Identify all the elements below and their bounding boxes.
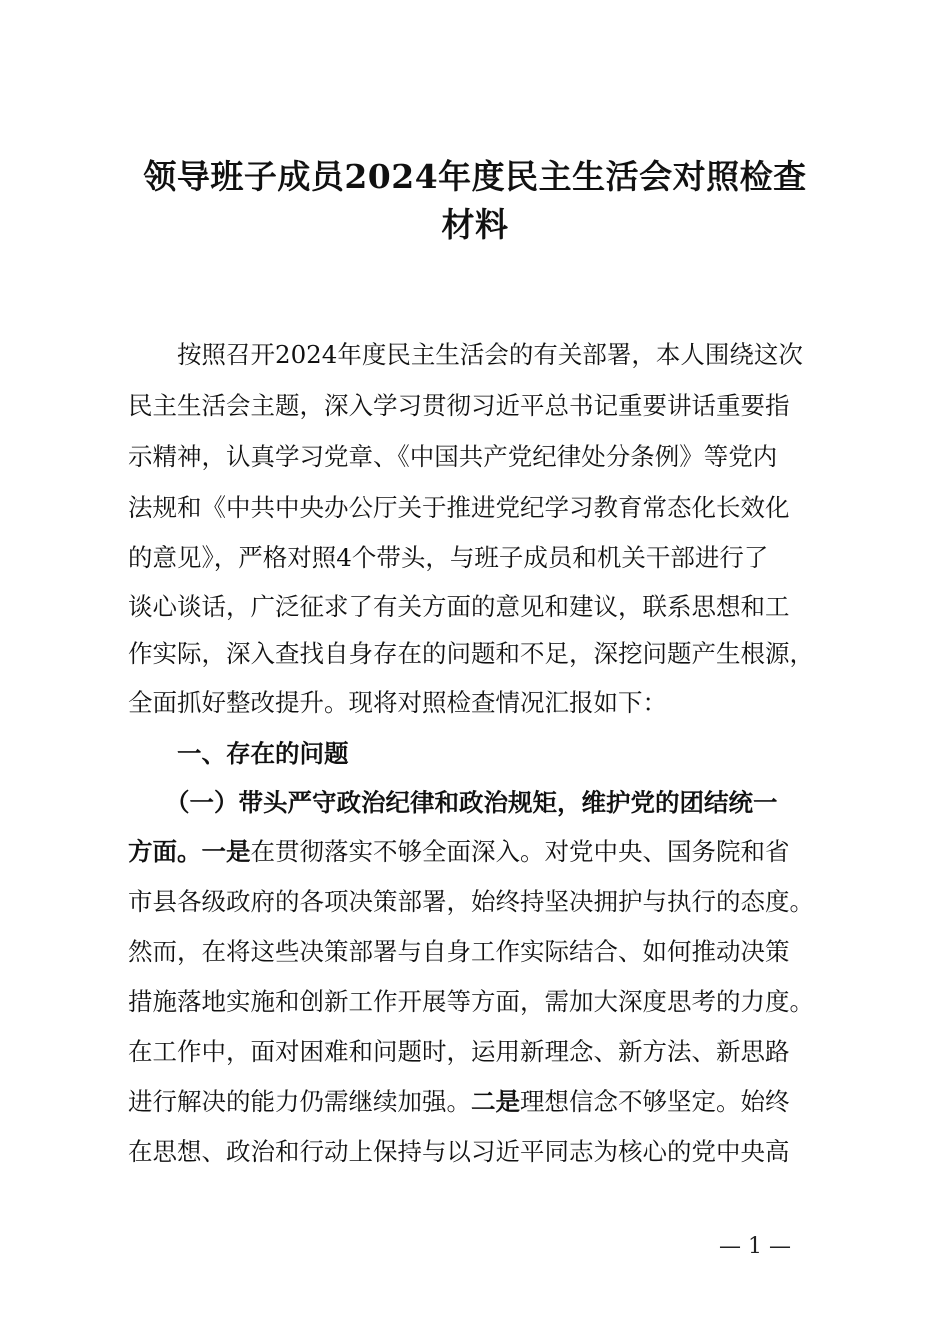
intro-line: 民主生活会主题，深入学习贯彻习近平总书记重要讲话重要指 — [128, 391, 790, 420]
title-line-1: 领导班子成员2024年度民主生活会对照检查 — [143, 157, 807, 196]
intro-line: 全面抓好整改提升。现将对照检查情况汇报如下： — [128, 688, 667, 717]
body-line: 在思想、政治和行动上保持与以习近平同志为核心的党中央高 — [128, 1137, 790, 1166]
section-heading: 一、存在的问题 — [177, 739, 349, 768]
body-line: 市县各级政府的各项决策部署，始终持坚决拥护与执行的态度。 — [128, 887, 814, 916]
body-line: 措施落地实施和创新工作开展等方面，需加大深度思考的力度。 — [128, 987, 814, 1016]
body-line: 在工作中，面对困难和问题时，运用新理念、新方法、新思路 — [128, 1037, 790, 1066]
intro-line: 谈心谈话，广泛征求了有关方面的意见和建议，联系思想和工 — [128, 592, 790, 621]
intro-line: 按照召开2024年度民主生活会的有关部署，本人围绕这次 — [177, 340, 803, 369]
page-number: — 1 — — [719, 1234, 791, 1259]
document-title — [0, 153, 950, 249]
subsection-heading-end: 方面。 — [128, 837, 202, 866]
body-text: 在贯彻落实不够全面深入。对党中央、国务院和省 — [250, 837, 790, 866]
subsection-heading: （一）带头严守政治纪律和政治规矩，维护党的团结统一 — [165, 788, 778, 817]
title-line-2: 材料 — [441, 205, 509, 244]
body-line: 然而，在将这些决策部署与自身工作实际结合、如何推动决策 — [128, 937, 790, 966]
intro-line: 法规和《中共中央办公厅关于推进党纪学习教育常态化长效化 — [128, 493, 790, 522]
body-line — [128, 835, 790, 869]
point-label: 二是 — [471, 1087, 520, 1116]
intro-line: 作实际，深入查找自身存在的问题和不足，深挖问题产生根源， — [128, 639, 814, 668]
body-line — [128, 1085, 790, 1119]
body-text: 理想信念不够坚定。始终 — [520, 1087, 790, 1116]
intro-line: 示精神，认真学习党章、《中国共产党纪律处分条例》等党内 — [128, 442, 778, 471]
point-label: 一是 — [201, 837, 251, 866]
body-text: 进行解决的能力仍需继续加强。 — [128, 1087, 471, 1116]
intro-line: 的意见》，严格对照4个带头，与班子成员和机关干部进行了 — [128, 543, 769, 572]
